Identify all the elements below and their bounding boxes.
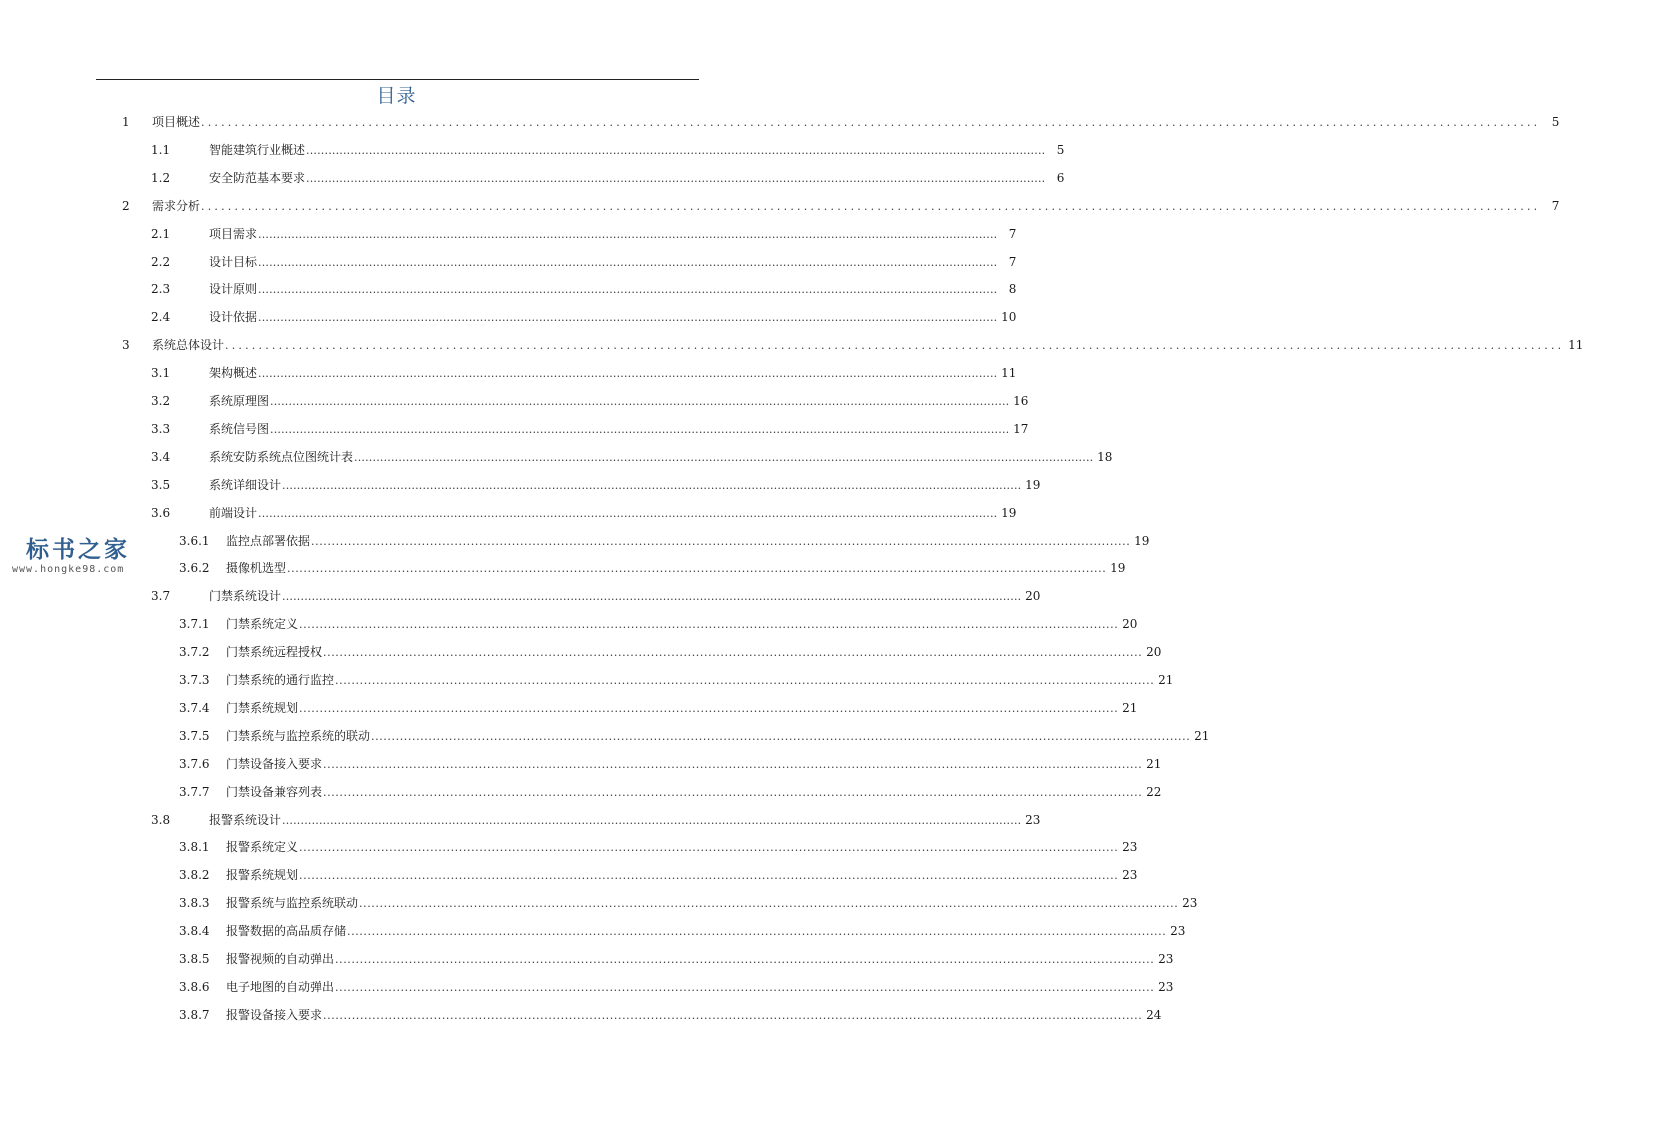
toc-entry-number: 3.7.4 <box>179 700 210 715</box>
toc-page-cell <box>1143 642 1255 662</box>
toc-entry-page: 6 <box>1056 170 1065 185</box>
toc-page-cell <box>1022 810 1134 830</box>
toc-page-cell <box>1046 168 1158 188</box>
toc-page-cell <box>1119 698 1231 718</box>
toc-entry-label: 系统总体设计 <box>152 338 225 353</box>
toc-leader-dots: ........................................................................................................................................................................................................ <box>311 534 1131 548</box>
toc-entry-page: 20 <box>1025 589 1041 604</box>
toc-entry-label: 报警系统与监控系统联动 <box>226 896 359 911</box>
toc-entry-number: 3.8.1 <box>179 840 210 855</box>
toc-entry-number: 2.2 <box>151 254 171 269</box>
toc-page-cell <box>1167 921 1279 941</box>
toc-page-cell <box>1010 391 1122 411</box>
toc-entry-label: 摄像机选型 <box>226 561 287 576</box>
toc-entry-number: 3.8.2 <box>179 868 210 883</box>
toc-entry-page: 7 <box>1551 198 1560 213</box>
toc-entry-number: 2.4 <box>151 310 171 325</box>
toc-entry[interactable] <box>0 949 1174 969</box>
toc-entry-page: 21 <box>1158 673 1174 687</box>
toc-entry-page: 16 <box>1013 394 1029 408</box>
toc-page-cell <box>1094 447 1206 467</box>
toc-entry-label: 系统信号图 <box>209 421 270 436</box>
toc-leader-dots: ........................................................................................................................................................................................................ <box>347 925 1167 939</box>
toc-entry-number: 3.8 <box>151 812 171 827</box>
toc-entry-label: 门禁系统与监控系统的联动 <box>226 728 371 743</box>
toc-entry[interactable] <box>0 670 1174 690</box>
toc-leader-dots: ........................................................................................................................................................................................................ <box>335 674 1155 687</box>
watermark-url: www.hongke98.com <box>12 564 125 575</box>
toc-entry-label: 报警系统规划 <box>226 868 299 883</box>
toc-entry-page: 8 <box>1008 282 1017 297</box>
toc-entry-number: 3.7.6 <box>179 756 210 771</box>
toc-page-cell <box>1046 140 1158 160</box>
toc-entry[interactable] <box>0 252 1017 272</box>
toc-leader-dots: ........................................................................................................................................................................................................ <box>371 729 1191 743</box>
toc-page-cell <box>1107 558 1219 578</box>
toc-entry-page: 11 <box>1001 366 1017 381</box>
toc-entry[interactable] <box>0 503 1017 523</box>
header-rule <box>96 79 699 80</box>
toc-entry-page: 7 <box>1008 226 1017 241</box>
toc-entry-number: 2.3 <box>151 282 171 297</box>
toc-page-cell <box>1541 112 1653 132</box>
toc-page-cell <box>998 363 1110 383</box>
toc-entry-number: 3.8.4 <box>179 924 210 939</box>
toc-entry-number: 3.5 <box>151 477 171 492</box>
toc-leader-dots: ........................................................................................................................................................................................................ <box>299 618 1119 632</box>
toc-leader-dots: ........................................................................................................................................................................................................ <box>258 283 998 297</box>
toc-entry-label: 门禁系统的通行监控 <box>226 673 335 687</box>
toc-entry-page: 20 <box>1122 617 1138 632</box>
toc-entry-number: 3.6.2 <box>179 561 210 576</box>
toc-entry-page: 19 <box>1025 477 1041 492</box>
toc-leader-dots: ........................................................................................................................................................................................................ <box>258 255 998 269</box>
toc-entry[interactable] <box>0 865 1138 885</box>
toc-entry[interactable] <box>0 893 1198 913</box>
toc-entry-number: 3.7.2 <box>179 645 210 660</box>
toc-page-cell <box>1131 531 1243 551</box>
toc-page-cell <box>1155 977 1267 997</box>
toc-entry-label: 门禁系统定义 <box>226 617 299 632</box>
toc-entry[interactable] <box>0 810 1041 830</box>
toc-entry-label: 报警数据的高品质存储 <box>226 924 347 939</box>
toc-entry-page: 23 <box>1025 812 1041 827</box>
toc-entry-label: 系统详细设计 <box>209 477 282 492</box>
toc-entry-page: 23 <box>1158 979 1174 994</box>
toc-entry-page: 23 <box>1182 896 1198 911</box>
toc-leader-dots: ........................................................................................................................................................................................................ <box>335 953 1155 966</box>
toc-entry-number: 3.7.1 <box>179 617 210 632</box>
toc-entry-label: 门禁设备接入要求 <box>226 756 323 771</box>
toc-entry-number: 3.6 <box>151 505 171 520</box>
toc-entry-label: 智能建筑行业概述 <box>209 142 306 157</box>
toc-leader-dots: ........................................................................................................................................................................................................ <box>354 450 1094 464</box>
toc-entry-page: 17 <box>1013 421 1029 436</box>
toc-page-cell <box>998 307 1110 327</box>
toc-entry-page: 23 <box>1122 868 1138 883</box>
toc-page-cell <box>1191 726 1303 746</box>
toc-entry-label: 门禁系统远程授权 <box>226 645 323 660</box>
toc-entry-number: 3.1 <box>151 366 171 381</box>
toc-entry[interactable] <box>0 837 1138 857</box>
toc-entry-label: 报警设备接入要求 <box>226 1007 323 1022</box>
toc-entry[interactable] <box>0 782 1162 802</box>
toc-leader-dots: ........................................................................................................................................................................................................ <box>201 199 1541 213</box>
toc-entry-number: 1.1 <box>151 142 171 157</box>
toc-page-cell <box>1143 782 1255 802</box>
toc-entry-page: 23 <box>1170 924 1186 939</box>
toc-entry-page: 7 <box>1008 254 1017 269</box>
toc-leader-dots: ........................................................................................................................................................................................................ <box>299 869 1119 883</box>
toc-entry-label: 设计目标 <box>209 254 258 269</box>
toc-page-cell <box>998 279 1110 299</box>
toc-entry[interactable] <box>0 307 1017 327</box>
watermark-logo: 标书之家 <box>26 537 130 563</box>
toc-entry-label: 设计原则 <box>209 282 258 297</box>
toc-entry-label: 门禁设备兼容列表 <box>226 784 323 799</box>
toc-entry-page: 5 <box>1551 115 1560 129</box>
toc-entry-number: 3.4 <box>151 449 171 464</box>
toc-entry-number: 3.6.1 <box>179 533 210 548</box>
toc-leader-dots: ........................................................................................................................................................................................................ <box>323 1008 1143 1022</box>
toc-entry-label: 项目需求 <box>209 226 258 241</box>
toc-entry-page: 22 <box>1146 784 1162 799</box>
toc-entry-label: 报警系统设计 <box>209 812 282 827</box>
toc-entry[interactable] <box>0 447 1113 467</box>
toc-leader-dots: ........................................................................................................................................................................................................ <box>258 227 998 241</box>
toc-leader-dots: ........................................................................................................................................................................................................ <box>270 395 1010 408</box>
toc-page-cell <box>1565 335 1677 355</box>
toc-entry[interactable] <box>0 698 1138 718</box>
toc-leader-dots: ........................................................................................................................................................................................................ <box>270 422 1010 436</box>
watermark <box>12 536 162 576</box>
toc-leader-dots: ........................................................................................................................................................................................................ <box>323 785 1143 799</box>
toc-leader-dots: ........................................................................................................................................................................................................ <box>299 701 1119 715</box>
toc-entry-label: 门禁系统设计 <box>209 589 282 604</box>
toc-entry[interactable] <box>0 112 1560 132</box>
toc-entry-number: 3.8.6 <box>179 979 210 994</box>
toc-page-cell <box>1022 475 1134 495</box>
toc-entry-page: 10 <box>1001 310 1017 325</box>
toc-leader-dots: ........................................................................................................................................................................................................ <box>225 339 1565 353</box>
toc-entry-number: 1 <box>122 115 130 129</box>
toc-entry-label: 前端设计 <box>209 505 258 520</box>
toc-entry-page: 21 <box>1194 728 1210 743</box>
toc-page-cell <box>1010 419 1122 439</box>
toc-page-cell <box>1119 614 1231 634</box>
toc-leader-dots: ........................................................................................................................................................................................................ <box>335 980 1155 994</box>
toc-entry[interactable] <box>0 586 1041 606</box>
toc-entry[interactable] <box>0 363 1017 383</box>
toc-entry[interactable] <box>0 335 1584 355</box>
toc-entry[interactable] <box>0 614 1138 634</box>
toc-entry[interactable] <box>0 642 1162 662</box>
toc-entry-label: 报警视频的自动弹出 <box>226 952 335 966</box>
toc-entry-label: 监控点部署依据 <box>226 533 311 548</box>
toc-entry-number: 3.8.5 <box>179 952 210 966</box>
toc-entry-label: 系统安防系统点位图统计表 <box>209 449 354 464</box>
toc-leader-dots: ........................................................................................................................................................................................................ <box>323 757 1143 771</box>
toc-entry-page: 19 <box>1110 561 1126 576</box>
toc-leader-dots: ........................................................................................................................................................................................................ <box>282 590 1022 604</box>
toc-entry-page: 24 <box>1146 1007 1162 1022</box>
toc-entry[interactable] <box>0 754 1162 774</box>
toc-entry-page: 19 <box>1001 505 1017 520</box>
toc-entry-number: 3.7 <box>151 589 171 604</box>
toc-page-cell <box>1143 1005 1255 1025</box>
toc-entry-label: 架构概述 <box>209 366 258 381</box>
toc-entry-label: 安全防范基本要求 <box>209 170 306 185</box>
toc-entry-number: 3 <box>122 338 130 353</box>
toc-page-cell <box>1155 670 1267 690</box>
toc-entry-page: 5 <box>1056 142 1065 157</box>
toc-entry-number: 3.7.7 <box>179 784 210 799</box>
toc-entry-label: 电子地图的自动弹出 <box>226 979 335 994</box>
toc-page-cell <box>1119 837 1231 857</box>
toc-entry[interactable] <box>0 921 1186 941</box>
toc-entry[interactable] <box>0 168 1065 188</box>
toc-leader-dots: ........................................................................................................................................................................................................ <box>258 506 998 520</box>
toc-entry[interactable] <box>0 726 1210 746</box>
toc-entry-label: 项目概述 <box>152 115 201 129</box>
toc-leader-dots: ........................................................................................................................................................................................................ <box>258 311 998 325</box>
toc-entry-page: 18 <box>1097 449 1113 464</box>
toc-entry-number: 2 <box>122 198 130 213</box>
toc-leader-dots: ........................................................................................................................................................................................................ <box>258 367 998 381</box>
toc-leader-dots: ........................................................................................................................................................................................................ <box>306 143 1046 157</box>
toc-entry-page: 23 <box>1122 840 1138 855</box>
toc-leader-dots: ........................................................................................................................................................................................................ <box>299 841 1119 855</box>
toc-entry-label: 门禁系统规划 <box>226 700 299 715</box>
toc-page-cell <box>998 252 1110 272</box>
toc-page-cell <box>998 224 1110 244</box>
toc-entry-label: 系统原理图 <box>209 394 270 408</box>
toc-page-cell <box>1155 949 1267 969</box>
toc-entry[interactable] <box>0 391 1029 411</box>
toc-leader-dots: ........................................................................................................................................................................................................ <box>201 116 1541 129</box>
toc-entry-label: 报警系统定义 <box>226 840 299 855</box>
toc-entry-number: 3.7.5 <box>179 728 210 743</box>
toc-entry-number: 3.3 <box>151 421 171 436</box>
toc-entry[interactable] <box>0 224 1017 244</box>
toc-entry[interactable] <box>0 419 1029 439</box>
toc-entry-label: 需求分析 <box>152 198 201 213</box>
toc-entry-page: 20 <box>1146 645 1162 660</box>
toc-page-cell <box>998 503 1110 523</box>
toc-page-cell <box>1119 865 1231 885</box>
toc-entry-number: 3.7.3 <box>179 673 210 687</box>
toc-entry-number: 2.1 <box>151 226 171 241</box>
toc-entry[interactable] <box>0 279 1017 299</box>
toc-leader-dots: ........................................................................................................................................................................................................ <box>359 897 1179 911</box>
toc-entry-number: 3.8.3 <box>179 896 210 911</box>
toc-page-cell <box>1022 586 1134 606</box>
toc-entry-page: 11 <box>1568 338 1584 353</box>
toc-entry-number: 1.2 <box>151 170 171 185</box>
toc-entry-page: 21 <box>1122 700 1138 715</box>
toc-entry[interactable] <box>0 475 1041 495</box>
toc-entry-page: 23 <box>1158 952 1174 966</box>
toc-leader-dots: ........................................................................................................................................................................................................ <box>282 813 1022 827</box>
toc-leader-dots: ........................................................................................................................................................................................................ <box>323 646 1143 660</box>
toc-entry-page: 21 <box>1146 756 1162 771</box>
toc-leader-dots: ........................................................................................................................................................................................................ <box>287 562 1107 576</box>
toc-leader-dots: ........................................................................................................................................................................................................ <box>306 171 1046 185</box>
toc-entry-number: 3.8.7 <box>179 1007 210 1022</box>
toc-entry[interactable] <box>0 1005 1162 1025</box>
toc-leader-dots: ........................................................................................................................................................................................................ <box>282 478 1022 492</box>
toc-entry[interactable] <box>0 140 1065 160</box>
toc-entry-page: 19 <box>1134 533 1150 548</box>
toc-entry[interactable] <box>0 196 1560 216</box>
toc-title: 目录 <box>376 85 417 107</box>
toc-entry-label: 设计依据 <box>209 310 258 325</box>
toc-entry[interactable] <box>0 977 1174 997</box>
toc-page-cell <box>1541 196 1653 216</box>
toc-page-cell <box>1179 893 1291 913</box>
toc-entry-number: 3.2 <box>151 394 171 408</box>
toc-page-cell <box>1143 754 1255 774</box>
